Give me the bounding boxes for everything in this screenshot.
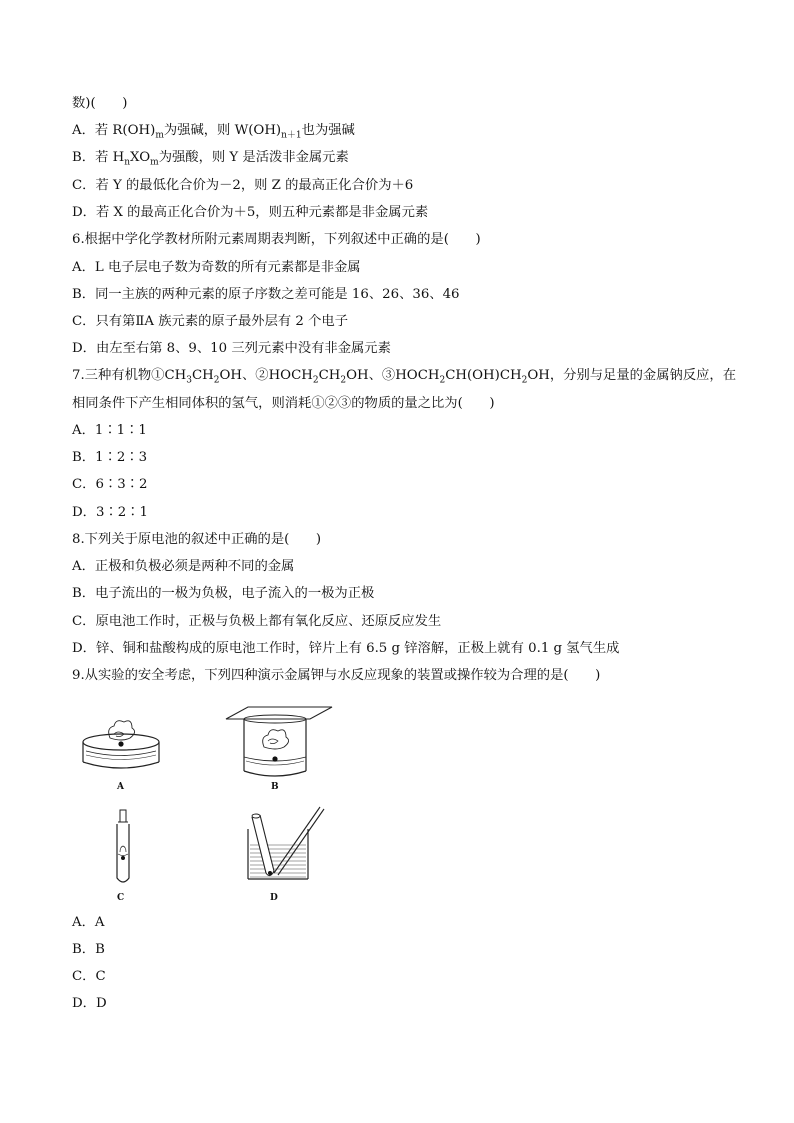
q5-b-post: 为强酸，则 Y 是活泼非金属元素 (158, 150, 349, 165)
figure-c-caption: C (117, 893, 125, 903)
q7-t7: OH，分别与足量的金属钠反应，在 (527, 368, 737, 383)
q5-option-d: D．若 X 的最高正化合价为＋5，则五种元素都是非金属元素 (72, 205, 429, 220)
q7-t2: CH (191, 368, 214, 383)
q5-a-mid: 为强碱，则 W(OH) (163, 123, 282, 138)
q6-option-c: C．只有第ⅡA 族元素的原子最外层有 2 个电子 (72, 314, 349, 329)
q5-a-post: 也为强碱 (301, 123, 355, 138)
q7-option-c: C．6∶3∶2 (72, 477, 148, 492)
figure-b-covered-beaker (222, 705, 334, 783)
q5-a-pre: A．若 R(OH) (72, 123, 156, 138)
q5-b-pre: B．若 H (72, 150, 125, 165)
q6-option-b: B．同一主族的两种元素的原子序数之差可能是 16、26、36、46 (72, 287, 460, 302)
q7-option-d: D．3∶2∶1 (72, 505, 148, 520)
q5-b-sub2: m (150, 157, 159, 168)
q8-option-b: B．电子流出的一极为负极，电子流入的一极为正极 (72, 586, 375, 601)
q8-option-a: A．正极和负极必须是两种不同的金属 (72, 559, 295, 574)
q7-t6: CH(OH)CH (445, 368, 522, 383)
q7-sub4: 2 (340, 375, 347, 386)
q7-t3: OH、②HOCH (219, 368, 313, 383)
q7-sub3: 2 (312, 375, 319, 386)
q7-sub2: 2 (213, 375, 220, 386)
q7-option-b: B．1∶2∶3 (72, 450, 148, 465)
q7-stem-line1 (72, 367, 736, 390)
q5-a-sub1: m (155, 130, 164, 141)
q5-option-a (72, 122, 355, 145)
q6-stem: 6.根据中学化学教材所附元素周期表判断，下列叙述中正确的是( ) (72, 232, 481, 247)
q9-stem: 9.从实验的安全考虑，下列四种演示金属钾与水反应现象的装置或操作较为合理的是( ) (72, 668, 601, 683)
q8-stem: 8.下列关于原电池的叙述中正确的是( ) (72, 532, 322, 547)
q6-option-d: D．由左至右第 8、9、10 三列元素中没有非金属元素 (72, 341, 391, 356)
q9-option-d: D．D (72, 996, 107, 1011)
q7-option-a: A．1∶1∶1 (72, 423, 147, 438)
q7-t4: CH (318, 368, 341, 383)
q7-t5: OH、③HOCH (346, 368, 440, 383)
q7-stem-line2: 相同条件下产生相同体积的氢气，则消耗①②③的物质的量之比为( ) (72, 396, 495, 411)
q5-a-sub2: n＋1 (281, 130, 302, 141)
figure-b-caption: B (271, 782, 279, 792)
figure-a-open-dish (78, 718, 164, 774)
figure-a-caption: A (117, 782, 124, 792)
q5-stem-continuation: 数)( ) (72, 96, 128, 111)
figure-d-beaker-with-tube (240, 803, 330, 887)
q5-option-b (72, 149, 349, 172)
figure-d-caption: D (270, 893, 278, 903)
q8-option-c: C．原电池工作时，正极与负极上都有氧化反应、还原反应发生 (72, 614, 442, 629)
q5-b-sub1: n (124, 157, 130, 168)
q5-option-c: C．若 Y 的最低化合价为－2，则 Z 的最高正化合价为＋6 (72, 178, 414, 193)
q9-option-c: C．C (72, 969, 106, 984)
q7-sub5: 2 (439, 375, 446, 386)
figure-c-test-tube (108, 808, 138, 888)
q7-sub1: 3 (186, 375, 192, 386)
q9-option-a: A．A (72, 915, 105, 930)
q6-option-a: A．L 电子层电子数为奇数的所有元素都是非金属 (72, 260, 361, 275)
q9-option-b: B．B (72, 942, 105, 957)
q8-option-d: D．锌、铜和盐酸构成的原电池工作时，锌片上有 6.5 g 锌溶解，正极上就有 0.1 g 氢气生成 (72, 641, 620, 656)
q7-t1: 7.三种有机物①CH (72, 368, 187, 383)
q5-b-mid: XO (130, 150, 151, 165)
q7-sub6: 2 (521, 375, 528, 386)
